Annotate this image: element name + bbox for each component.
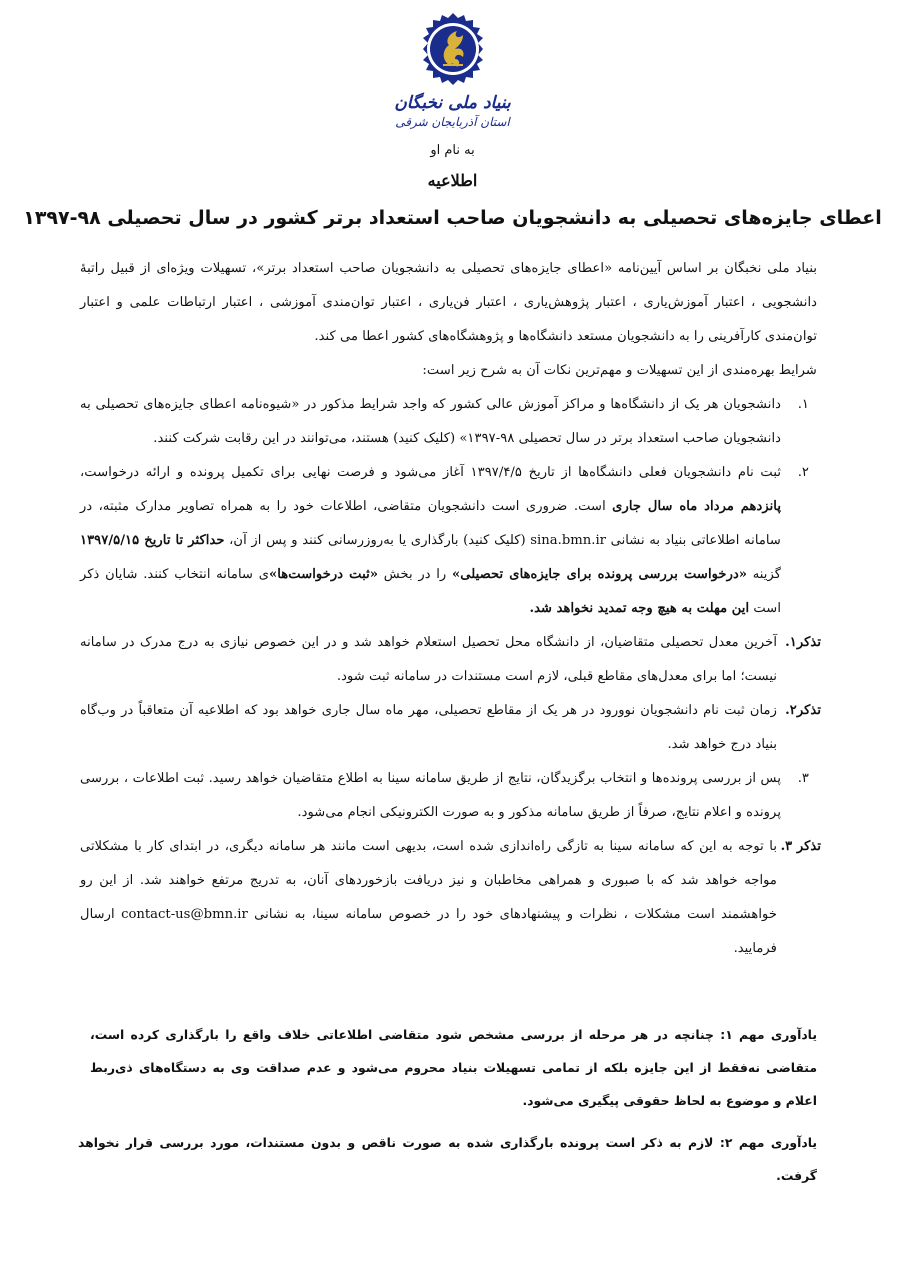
note-text: آخرین معدل تحصیلی متقاضیان، از دانشگاه محل تحصیل استعلام خواهد شد و در این خصوص نیازی به درج مدرک در سامانه نیست؛ اما برای معدل‌های مقاطع قبلی، لازم است مستندات در سامانه ثبت شود. bbox=[80, 635, 777, 684]
org-branch: استان آذربایجان شرقی bbox=[395, 115, 510, 129]
org-name: بنیاد ملی نخبگان bbox=[394, 93, 511, 113]
section-name-bold: «ثبت درخواست‌ها» bbox=[269, 567, 379, 582]
note-text[interactable]: با توجه به این که سامانه سینا به تازگی راه‌اندازی شده است، بدیهی است مانند هر سامانه دیگری، در ابتدای کار با مشکلاتی مواجه خواهد شد که با صبوری و همراهی مخاطبان و نیز دریافت بازخوردهای آنان، به تدریج مرتفع خواهند شد. از این رو خواهشمند است مشکلات ، نظرات و پیشنهادهای خود را در خصوص سامانه سینا، به نشانی contact-us@bmn.ir ارسال فرمایید. bbox=[80, 839, 777, 956]
intro-paragraph: بنیاد ملی نخبگان بر اساس آیین‌نامه «اعطای جایزه‌های تحصیلی به دانشجویان صاحب استعداد برتر»، تسهیلات ویژه‌ای از قبیل راتبهٔ دانشجویی ، اعتبار آموزش‌یاری ، اعتبار پژوهش‌یاری ، اعتبار فن‌یاری ، اعتبار توان‌مندی آموزشی ، اعتبار ارتباطات علمی و اعتبار توان‌مندی کارآفرینی را به دانشجویان مستعد دانشگاه‌ها و پژوهشگاه‌های کشور اعطا می کند. bbox=[80, 261, 817, 344]
note-label: تذکر۱. bbox=[785, 635, 821, 650]
note-text: زمان ثبت نام دانشجویان نوورود در هر یک از مقاطع تحصیلی، مهر ماه سال جاری خواهد بود که اطلاعیه آن متعاقباً در وب‌گاه بنیاد درج خواهد شد. bbox=[80, 703, 777, 752]
text-part: ی سامانه انتخاب کنند. شایان ذکر است bbox=[80, 567, 781, 616]
conditions-intro: شرایط بهره‌مندی از این تسهیلات و مهم‌ترین نکات آن به شرح زیر است: bbox=[422, 363, 817, 378]
important-reminders bbox=[78, 1018, 817, 1183]
note-3 bbox=[80, 830, 821, 966]
deadline-date-bold: حداکثر تا تاریخ ۱۳۹۷/۵/۱۵ bbox=[80, 533, 225, 548]
text-part: ثبت نام دانشجویان فعلی دانشگاه‌ها از تاریخ ۱۳۹۷/۴/۵ آغاز می‌شود و فرصت نهایی برای تکمیل پرونده و ارائه درخواست، bbox=[80, 465, 781, 480]
announcement-body bbox=[80, 252, 821, 966]
note-label: تذکر۲. bbox=[785, 703, 821, 718]
note-label: تذکر ۳. bbox=[780, 839, 821, 854]
page-header bbox=[0, 12, 905, 192]
list-number: ۲. bbox=[797, 465, 809, 480]
option-name-bold: «درخواست بررسی پرونده برای جایزه‌های تحصیلی» bbox=[451, 567, 748, 582]
list-item-3 bbox=[80, 762, 817, 830]
no-extension-bold: این مهلت به هیچ وجه تمدید نخواهد شد. bbox=[529, 601, 750, 616]
list-number: ۳. bbox=[797, 771, 809, 786]
page-title: اعطای جایزه‌های تحصیلی به دانشجویان صاحب استعداد برتر کشور در سال تحصیلی ۹۸-۱۳۹۷ bbox=[23, 207, 882, 229]
list-item-text[interactable]: دانشجویان هر یک از دانشگاه‌ها و مراکز آموزش عالی کشور که واجد شرایط مذکور در «شیوه‌نامه اعطای جایزه‌های تحصیلی به دانشجویان صاحب استعداد برتر در سال تحصیلی ۹۸-۱۳۹۷» (کلیک کنید) هستند، می‌توانند در این رقابت شرکت کنند. bbox=[80, 397, 781, 446]
reminder-1: یادآوری مهم ۱: چنانچه در هر مرحله از بررسی مشخص شود متقاضی اطلاعاتی خلاف واقع را بارگذاری کرده است، متقاضی نه‌فقط از این جایزه بلکه از تمامی تسهیلات بنیاد محروم می‌شود و عدم صداقت وی به دستگاه‌های ذی‌ربط اعلام و موضوع به لحاظ حقوقی پیگیری می‌شود. bbox=[90, 1027, 817, 1108]
reminder-2: یادآوری مهم ۲: لازم به ذکر است پرونده بارگذاری شده به صورت ناقص و بدون مستندات، مورد بررسی قرار نخواهد گرفت. bbox=[78, 1135, 817, 1183]
note-2 bbox=[80, 694, 821, 762]
list-number: ۱. bbox=[797, 397, 809, 412]
list-item-text: پس از بررسی پرونده‌ها و انتخاب برگزیدگان، نتایج از طریق سامانه سینا به اطلاع متقاضیان خواهد رسید. ثبت اطلاعات ، بررسی پرونده و اعلام نتایج، صرفاً از طریق سامانه مذکور و به صورت الکترونیکی انجام می‌شود. bbox=[80, 771, 781, 820]
list-item-2 bbox=[80, 456, 817, 626]
note-1 bbox=[80, 626, 821, 694]
bismillah: به نام او bbox=[430, 143, 475, 158]
text-part[interactable]: است. ضروری است دانشجویان متقاضی، اطلاعات خود را به همراه تصاویر مدارک مثبته، در سامانه اطلاعاتی بنیاد به نشانی sina.bmn.ir (کلیک کنید) بارگذاری یا به‌روزرسانی کنند و پس از آن، bbox=[80, 499, 781, 548]
text-part: گزینه bbox=[747, 567, 782, 582]
bmn-foundation-logo-icon bbox=[416, 12, 490, 86]
text-part: را در بخش bbox=[378, 567, 452, 582]
announcement-heading: اطلاعیه bbox=[427, 171, 478, 190]
list-item-1 bbox=[80, 388, 817, 456]
deadline-bold: پانزدهم مرداد ماه سال جاری bbox=[612, 499, 781, 514]
